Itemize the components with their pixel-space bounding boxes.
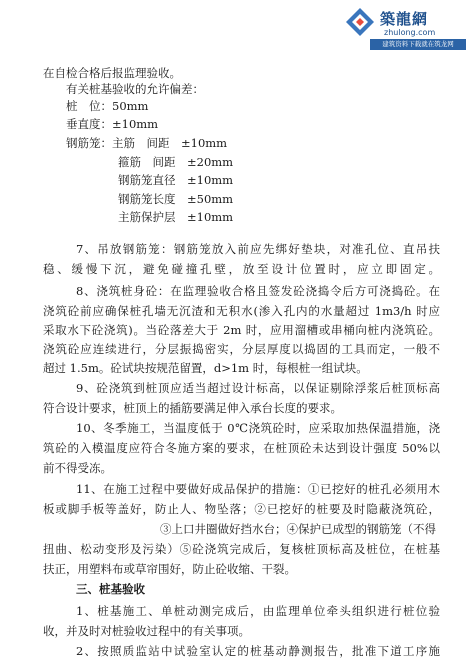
zhulong-logo-icon bbox=[340, 6, 380, 40]
text-line: 1、桩基施工、单桩动测完成后，由监理单位牵头组织进行桩位验 bbox=[76, 604, 440, 618]
text-line: 10、冬季施工，当温度低于 0℃浇筑砼时，应采取加热保温措施，浇 bbox=[76, 421, 440, 435]
text-line: 8、浇筑桩身砼：在监理验收合格且签发砼浇捣令后方可浇捣砼。在 bbox=[76, 284, 440, 298]
logo-name: 築龍網 bbox=[380, 10, 429, 28]
text-line: 7、吊放钢筋笼：钢筋笼放入前应先绑好垫块，对准孔位、直吊扶 bbox=[76, 242, 440, 256]
text-line: 扭曲、松动变形及污染）⑤砼浇筑完成后，复核桩顶标高及桩位，在桩基 bbox=[43, 542, 440, 556]
text-line: ③上口井圈做好挡水台；④保护已成型的钢筋笼（不得 bbox=[160, 522, 436, 536]
text-line: 箍筋 间距 ±20mm bbox=[118, 155, 234, 169]
text-line: 符合设计要求，桩顶上的插筋要满足伸入承台长度的要求。 bbox=[43, 401, 342, 415]
section-heading: 三、桩基验收 bbox=[76, 582, 145, 596]
text-line: 钢筋笼直径 ±10mm bbox=[118, 173, 234, 187]
text-line: 11、在施工过程中要做好成品保护的措施：①已挖好的桩孔必须用木 bbox=[76, 482, 440, 496]
text-line: 板或脚手板等盖好，防止人、物坠落；②已挖好的桩要及时隐蔽浇筑砼， bbox=[43, 502, 440, 516]
text-line: 收，并及时对桩验收过程中的有关事项。 bbox=[43, 624, 250, 638]
logo-url: zhulong.com bbox=[384, 28, 436, 37]
zhulong-logo bbox=[340, 6, 468, 52]
text-line: 前不得受冻。 bbox=[43, 461, 112, 475]
text-line: 垂直度：±10mm bbox=[66, 117, 159, 131]
text-line: 钢筋笼：主筋 间距 ±10mm bbox=[66, 136, 228, 150]
text-line: 超过 1.5m。砼试块按规范留置，d>1m 时，每根桩一组试块。 bbox=[43, 361, 368, 375]
text-line: 在自检合格后报监理验收。 bbox=[43, 66, 181, 80]
text-line: 稳、缓慢下沉，避免碰撞孔壁，放至设计位置时，应立即固定。 bbox=[43, 262, 440, 276]
text-line: 有关桩基验收的允许偏差： bbox=[66, 82, 204, 96]
text-line: 浇筑砼前应确保桩孔墙无沉渣和无积水(渗入孔内的水量超过 1m3/h 时应 bbox=[43, 304, 440, 318]
text-line: 9、砼浇筑到桩顶应适当超过设计标高，以保证剔除浮浆后桩顶标高 bbox=[76, 381, 440, 395]
text-line: 主筋保护层 ±10mm bbox=[118, 210, 234, 224]
text-line: 钢筋笼长度 ±50mm bbox=[118, 192, 234, 206]
text-line: 筑砼的入模温度应符合冬施方案的要求，在桩顶砼未达到设计强度 50%以 bbox=[43, 441, 440, 455]
text-line: 2、按照质监站中试验室认定的桩基动静测报告，批准下道工序施 bbox=[76, 644, 440, 658]
text-line: 浇筑砼应连续进行，分层振捣密实，分层厚度以捣固的工具而定，一般不 bbox=[43, 342, 440, 356]
text-line: 扶正，用塑料布或草帘围好，防止砼收缩、干裂。 bbox=[43, 562, 296, 576]
logo-tagline: 建筑资料下载就在筑龙网 bbox=[370, 39, 466, 50]
text-line: 桩 位：50mm bbox=[66, 99, 149, 113]
text-line: 采取水下砼浇筑)。当砼落差大于 2m 时，应用溜槽或串桶向桩内浇筑砼。 bbox=[43, 323, 440, 337]
